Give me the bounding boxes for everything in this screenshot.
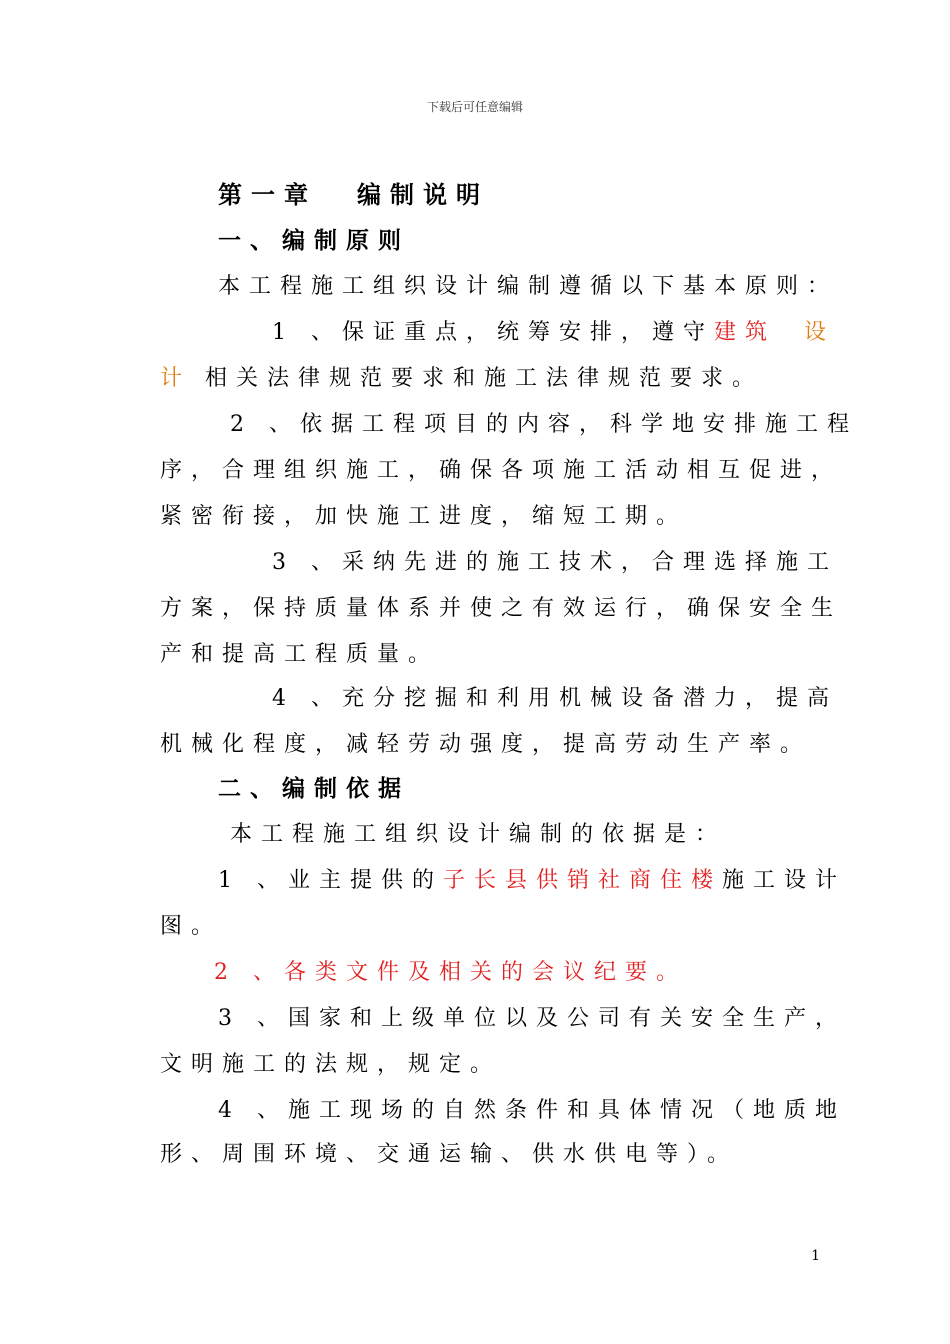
chapter-heading	[218, 180, 858, 210]
section2-item4-line2: 形、周围环境、交通运输、供水供电等）。	[160, 1142, 739, 1167]
highlight-orange-text: 设	[804, 320, 836, 345]
section1-item1-line1	[272, 318, 836, 348]
section2-item1-text-2: 施工设计	[722, 868, 847, 893]
section1-item2-line1: 2 、依据工程项目的内容，科学地安排施工程	[230, 412, 858, 437]
section1-item1-text: 1 、保证重点，统筹安排，遵守	[272, 320, 714, 345]
section2-item4-line1: 4 、施工现场的自然条件和具体情况（地质地	[218, 1098, 846, 1123]
section-heading-2: 二、编制依据	[218, 776, 410, 802]
section1-item3-line1: 3 、采纳先进的施工技术，合理选择施工	[272, 550, 838, 575]
section1-item1-text-2: 相关法律规范要求和施工法律规范要求。	[205, 366, 764, 391]
chapter-title: 编制说明	[357, 181, 489, 209]
section1-item1-line2	[160, 364, 800, 394]
chapter-number: 第一章	[218, 181, 317, 209]
section1-item2-line2: 序，合理组织施工，确保各项施工活动相互促进，	[160, 458, 843, 483]
section-heading-1: 一、编制原则	[218, 228, 410, 254]
project-name-red: 子长县供销社商住楼	[443, 868, 723, 893]
section1-item4-line1: 4 、充分挖掘和利用机械设备潜力，提高	[272, 686, 838, 711]
section2-item1-line1	[218, 866, 847, 896]
section2-item3-line1: 3 、国家和上级单位以及公司有关安全生产，	[218, 1006, 846, 1031]
section2-intro: 本工程施工组织设计编制的依据是：	[230, 822, 727, 847]
section1-item3-line3: 产和提高工程质量。	[160, 642, 440, 667]
section2-item1-line2: 图。	[160, 914, 223, 939]
section1-item3-line2: 方案，保持质量体系并使之有效运行，确保安全生	[160, 596, 843, 621]
section1-item4-line2: 机械化程度，减轻劳动强度，提高劳动生产率。	[160, 732, 812, 757]
section1-intro: 本工程施工组织设计编制遵循以下基本原则：	[218, 274, 839, 299]
section1-item2-line3: 紧密衔接，加快施工进度，缩短工期。	[160, 504, 688, 529]
highlight-red-text: 建筑	[714, 320, 777, 345]
highlight-orange-text-2: 计	[160, 366, 192, 391]
page-header: 下载后可任意编辑	[426, 100, 523, 114]
section2-item3-line2: 文明施工的法规，规定。	[160, 1052, 502, 1077]
section2-item2-red: 2 、各类文件及相关的会议纪要。	[214, 960, 687, 985]
page-number: 1	[811, 1248, 820, 1264]
section2-item1-text: 1 、业主提供的	[218, 868, 443, 893]
